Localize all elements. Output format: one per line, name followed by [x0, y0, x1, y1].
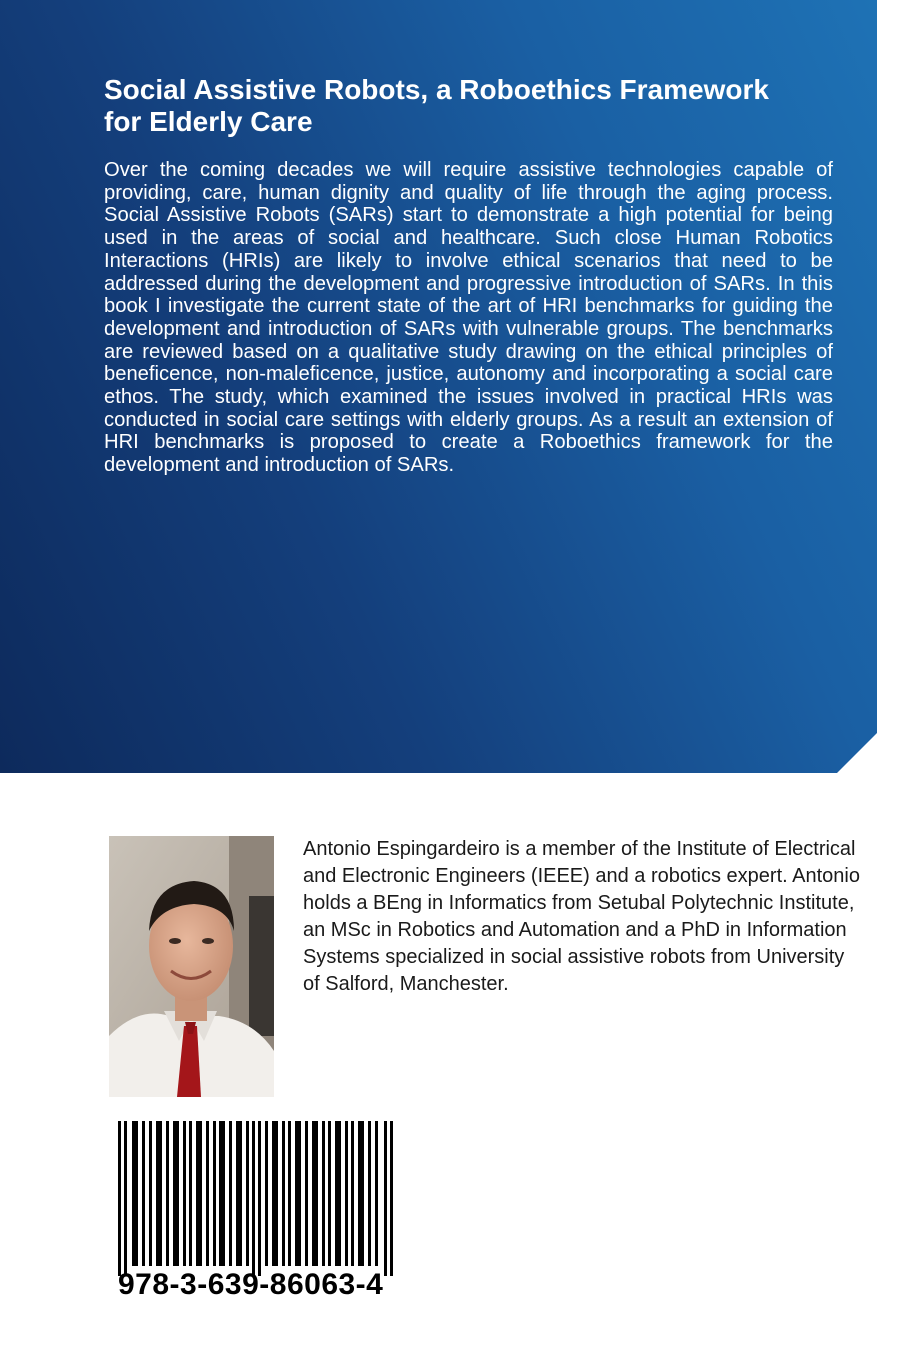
- isbn-barcode: [118, 1121, 396, 1276]
- isbn-number: 978-3-639-86063-4: [118, 1268, 384, 1301]
- book-abstract: Over the coming decades we will require assistive technologies capable of providing, care, human dignity and quality of life through the aging process. Social Assistive Robots (SARs) start to demonstrate a high potential for being used in the areas of social and healthcare. Such close Human Robotics Interactions (HRIs) are likely to involve ethical scenarios that need to be addressed during the development and progressive introduction of SARs. In this book I investigate the current state of the art of HRI benchmarks for guiding the development and introduction of SARs with vulnerable groups. The benchmarks are reviewed based on a qualitative study drawing on the ethical principles of beneficence, non-maleficence, justice, autonomy and incorporating a social care ethos. The study, which examined the issues involved in practical HRIs was conducted in social care settings with elderly groups. As a result an extension of HRI benchmarks is proposed to create a Roboethics framework for the development and introduction of SARs.: [104, 159, 833, 477]
- book-title: Social Assistive Robots, a Roboethics Framework for Elderly Care: [104, 74, 769, 137]
- author-photo: [109, 836, 274, 1097]
- author-bio: Antonio Espingardeiro is a member of the Institute of Electrical and Electronic Engineers (IEEE) and a robotics expert. Antonio holds a BEng in Informatics from Setubal Polytechnic Institute, an MSc in Robotics and Automation and a PhD in Information Systems specialized in social assistive robots from University of Salford, Manchester.: [303, 838, 860, 995]
